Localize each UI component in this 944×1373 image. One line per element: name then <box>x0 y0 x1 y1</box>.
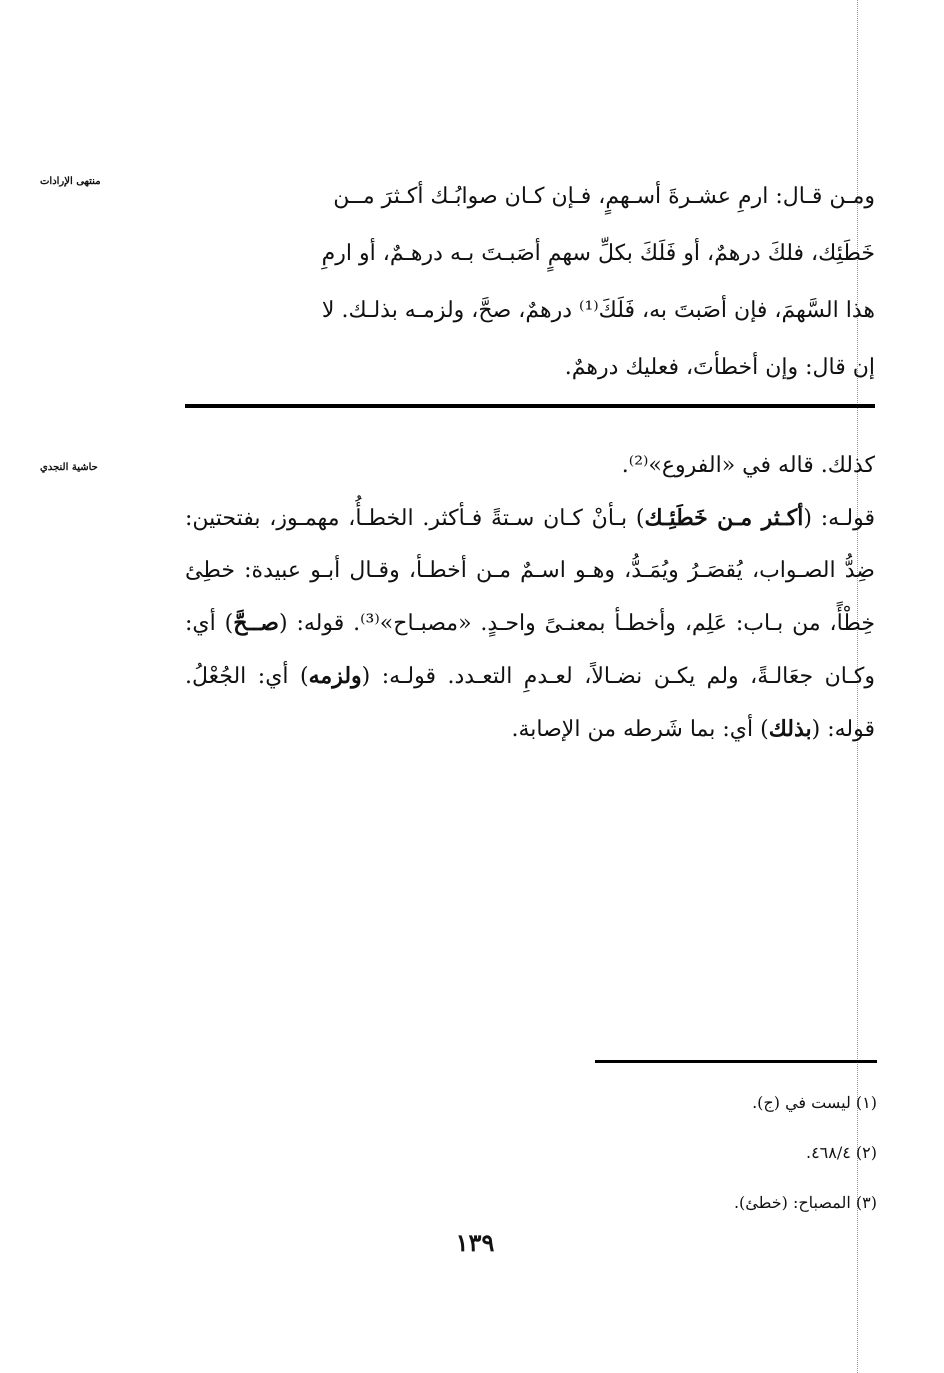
sharh-text-run: قولـه: ( <box>803 506 875 531</box>
sharh-text <box>185 440 875 756</box>
mutn-text <box>185 168 875 396</box>
sharh-first-line: كذلك. قاله في «الفروع»⁽²⁾. <box>621 453 875 478</box>
sharh-quoted-term: صــحَّ <box>233 610 279 636</box>
side-label-mutn: منتهى الإرادات <box>40 176 101 187</box>
footnote-divider <box>595 1060 877 1063</box>
sharh-text-run: ) أي: بما شَرطه من الإصابة. <box>511 717 769 742</box>
sharh-paragraph <box>185 492 875 756</box>
page-number: ١٣٩ <box>455 1228 495 1257</box>
section-divider <box>185 404 875 408</box>
sharh-quoted-term: أكـثر مـن خَطَئِـك <box>644 505 804 531</box>
sharh-text-run: ) بـأنْ كـان سـتةً فـأكثر. الخطـأُ، مهمـوز، بفتحتين: ضِدُّ الصـواب، يُقصَـرُ ويُمَـدُّ، وهـو اسـمٌ مـن أخطـأ، وقـال أبـو عبيدة: خطِئ خِطْأً، من بـاب: عَلِم، وأخطـأ بمعنـىً واحـدٍ. «مصبـاح»⁽³⁾. قوله: ( <box>185 506 875 636</box>
sharh-quoted-term: بذلك <box>768 716 812 742</box>
footnotes <box>560 1078 877 1228</box>
sharh-quoted-term: ولزمه <box>308 663 362 689</box>
mutn-line: ومـن قـال: ارمِ عشـرةَ أسـهمٍ، فـإن كـان صوابُـك أكـثرَ مــن <box>333 184 875 209</box>
side-label-sharh: حاشية النجدي <box>40 462 98 473</box>
footnote-item: (١) ليست في (ج). <box>752 1093 877 1112</box>
mutn-line: إن قال: وإن أخطأتَ، فعليك درهمٌ. <box>564 355 875 380</box>
mutn-line: خَطَئِك، فلكَ درهمٌ، أو فَلَكَ بكلِّ سهمٍ أصَبـتَ بـه درهـمٌ، أو ارمِ <box>321 241 875 266</box>
footnote-item: (٣) المصباح: (خطئ). <box>733 1193 877 1212</box>
sharh-text-run: ) أي: وكـان جعَالـةً، ولم يكـن نضـالاً، لعـدمِ التعـدد. قولـه: ( <box>185 611 875 689</box>
sharh-text-run: ) أي: الجُعْلُ. قوله: ( <box>185 664 875 742</box>
footnote-item: (٢) ٤٦٨/٤. <box>805 1143 877 1162</box>
mutn-line: هذا السَّهمَ، فإن أصَبتَ به، فَلَكَ⁽¹⁾ درهمٌ، صحَّ، ولزمـه بذلـك. لا <box>321 298 875 323</box>
